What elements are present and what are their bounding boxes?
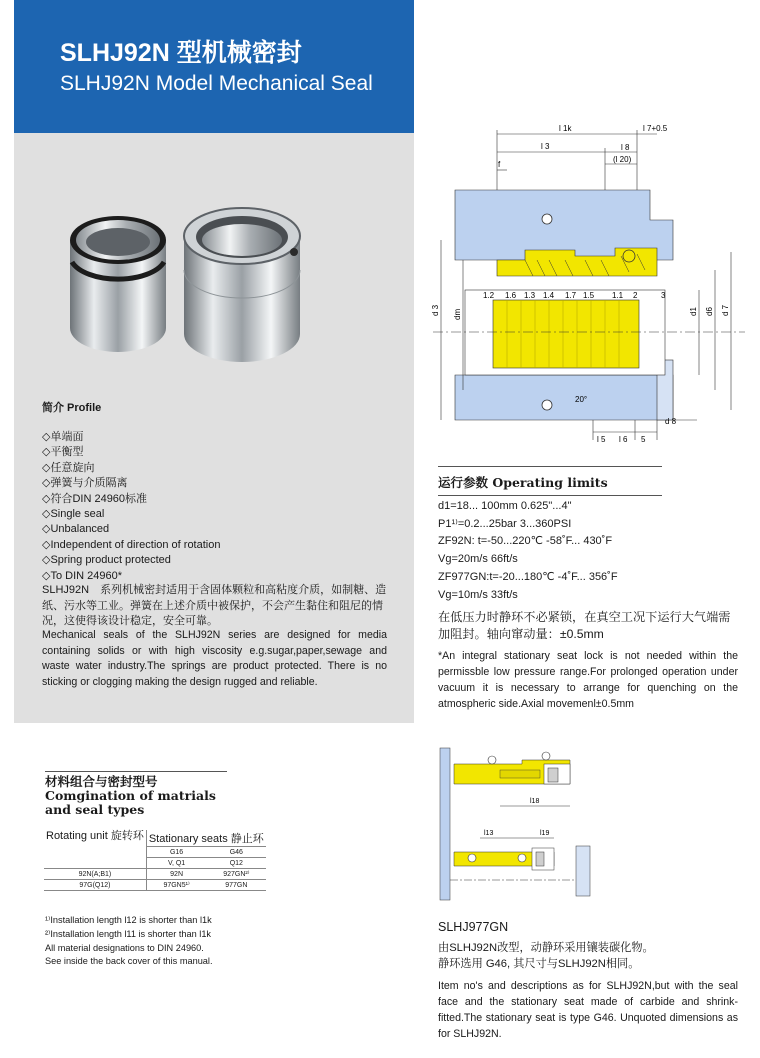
feature-item: ◇Independent of direction of rotation [42, 538, 221, 551]
limits-note-cn: 在低压力时静环不必紧锁，在真空工况下运行大气端需加阻封。轴向窜动量：±0.5mm [438, 610, 731, 641]
feature-item: ◇弹簧与介质隔离 [42, 477, 128, 490]
operating-limits-list [438, 498, 618, 604]
table-cell: 92N [146, 869, 206, 880]
feature-item: ◇符合DIN 24960标准 [42, 492, 148, 505]
dim-l3: l 3 [541, 142, 550, 151]
limit-line: Vg=20m/s 66ft/s [438, 553, 518, 566]
dim-l18: l18 [530, 798, 540, 805]
limit-line: d1=18... 100mm 0.625"...4" [438, 500, 572, 512]
rotating-unit-ring [184, 208, 300, 362]
operating-limits-title: 运行参数 Operating limits [438, 466, 662, 496]
dim-l7: l 7+0.5 [643, 124, 668, 133]
rotating-code: 97G(Q12) [44, 880, 146, 891]
limit-line: ZF92N: t=-50...220℃ -58˚F... 430˚F [438, 535, 613, 548]
part-number: 1.4 [543, 291, 555, 300]
page-title-cn: SLHJ92N 型机械密封 [60, 39, 302, 67]
limit-line: Vg=10m/s 33ft/s [438, 588, 518, 601]
dim-l20: (l 20) [613, 155, 632, 164]
dim-f: f [498, 160, 501, 169]
materials-heading-en: and seal types [45, 802, 145, 817]
feature-item: ◇Single seal [42, 508, 105, 521]
materials-heading [45, 771, 227, 817]
feature-item: ◇平衡型 [42, 446, 84, 459]
dim-5: 5 [641, 435, 646, 444]
materials-heading-en: Comgination of matrials [45, 788, 216, 803]
dim-l19: l19 [540, 830, 550, 837]
dim-l8: l 8 [621, 143, 630, 152]
variant-title: SLHJ977GN [438, 920, 509, 934]
column-sub: V, Q1 [146, 858, 206, 869]
variant-desc-en: Item no's and descriptions as for SLHJ92N,but with the seal face and the stationary seat made of carbide and shrink-fitted.The stationary seat is type G46. Unquoted dimensions as for SLHJ92N. [438, 980, 738, 1040]
description-cn: SLHJ92N 系列机械密封适用于含固体颗粒和高粘度介质，如制糖、造纸、污水等工业。弹簧在上述介质中被保护，不会产生黏住和阻尼的情况，这使得该设计稳定，安全可靠。 [42, 584, 387, 627]
angle-label: 20° [575, 395, 588, 404]
part-number: 1.7 [565, 291, 577, 300]
feature-item: ◇Spring product protected [42, 554, 171, 567]
limit-line: ZF977GN:t=-20...180℃ -4˚F... 356˚F [438, 570, 618, 583]
feature-item: ◇Unbalanced [42, 523, 110, 536]
materials-heading-cn: 材料组合与密封型号 [45, 774, 158, 789]
footnote: ¹⁾Installation length l12 is shorter than l1k [45, 915, 212, 925]
footnote: All material designations to DIN 24960. [45, 942, 204, 953]
table-row [44, 869, 266, 880]
feature-item: ◇任意旋向 [42, 461, 95, 474]
profile-heading: 简介 Profile [42, 402, 102, 414]
variant-desc-cn [438, 940, 654, 972]
footnote: ²⁾Installation length l11 is shorter than l1k [45, 928, 212, 939]
stationary-seat-ring [70, 216, 166, 352]
feature-item: ◇单端面 [42, 431, 84, 443]
dim-d8: d 8 [665, 417, 677, 426]
column-code: G46 [206, 847, 266, 858]
dim-l13: l13 [484, 830, 494, 837]
rotating-code: 92N(A;B1) [44, 869, 146, 880]
column-code: G16 [146, 847, 206, 858]
dim-l1k: l 1k [559, 124, 572, 133]
part-number: 1.6 [505, 291, 517, 300]
dim-d1: d1 [689, 307, 698, 316]
dim-l6: l 6 [619, 435, 628, 444]
table-cell: 977GN [206, 880, 266, 891]
part-number: 3 [661, 291, 666, 300]
feature-list [42, 430, 220, 584]
table-row [44, 880, 266, 891]
part-number: 1.5 [583, 291, 595, 300]
table-cell: 97GN5¹⁾ [146, 880, 206, 891]
variant-desc-cn-line: 静环选用 G46, 其尺寸与SLHJ92N相同。 [438, 958, 640, 970]
column-sub: Q12 [206, 858, 266, 869]
variant-seal-drawing [436, 746, 612, 904]
title-banner [14, 0, 414, 133]
part-number: 1.2 [483, 291, 495, 300]
dim-d6: d6 [705, 307, 714, 316]
seal-cross-section-drawing [425, 120, 750, 450]
limit-line: P1¹⁾=0.2...25bar 3...360PSI [438, 517, 572, 530]
footnote: See inside the back cover of this manual. [45, 956, 213, 967]
page-title-en: SLHJ92N Model Mechanical Seal [60, 72, 373, 95]
variant-desc-cn-line: 由SLHJ92N改型，动静环采用镶装碳化物。 [438, 942, 654, 954]
stationary-seats-header: Stationary seats 静止环 [146, 830, 266, 847]
part-number: 1.1 [612, 291, 624, 300]
dim-d7: d 7 [721, 304, 730, 316]
part-number: 1.3 [524, 291, 536, 300]
table-cell: 927GN²⁾ [206, 869, 266, 880]
dim-l5: l 5 [597, 435, 606, 444]
materials-notes [45, 914, 213, 969]
description-en: Mechanical seals of the SLHJ92N series are designed for media containing solids or with high viscosity e.g.sugar,paper,sewage and waste water industry.The springs are product protected. There is no sticking or clogging making the design rugged and reliable. [42, 629, 387, 688]
dim-dm: dm [453, 308, 462, 320]
dim-d3: d 3 [431, 304, 440, 316]
part-number: 2 [633, 291, 638, 300]
feature-item: ◇To DIN 24960* [42, 569, 123, 582]
limits-note-en: *An integral stationary seat lock is not needed within the permissble low pressure range.For prolonged operation under vacuum it is necessary to arrange for quenching on the atmospheric side.Axial movemenl±0.5mm [438, 650, 738, 710]
product-photo [62, 200, 332, 370]
rotating-unit-header: Rotating unit 旋转环 [44, 830, 146, 869]
materials-table [44, 830, 266, 891]
